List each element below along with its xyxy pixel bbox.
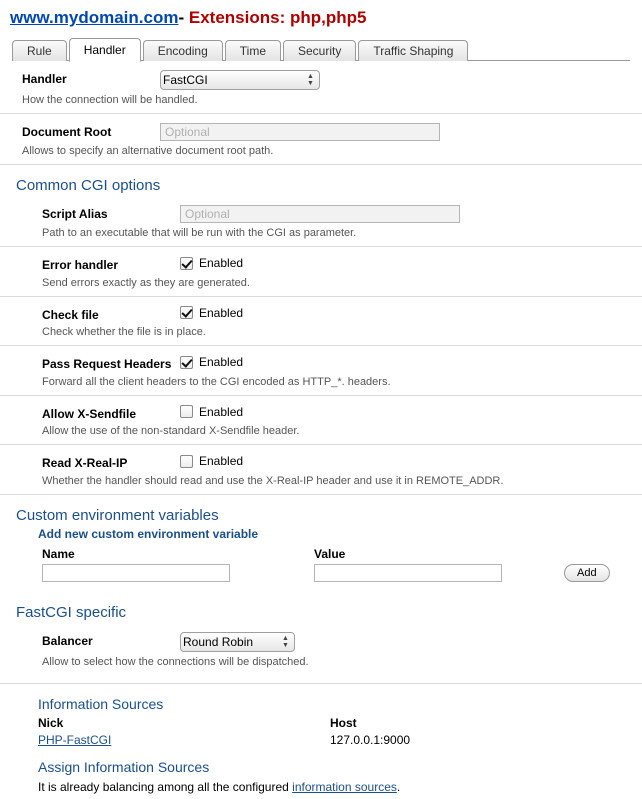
title-separator: - <box>178 8 185 27</box>
custom-env-name-input[interactable] <box>42 564 230 582</box>
information-sources-host-header: Host <box>330 715 357 730</box>
pass-request-headers-checkbox[interactable] <box>180 355 243 369</box>
information-sources-header-row <box>0 716 642 730</box>
custom-env-table <box>0 547 642 592</box>
tab-rule[interactable]: Rule <box>12 40 67 61</box>
error-handler-row <box>0 247 642 297</box>
add-button[interactable]: Add <box>564 564 610 582</box>
read-x-real-ip-label: Read X-Real-IP <box>42 456 128 470</box>
check-file-label: Check file <box>42 307 99 322</box>
read-x-real-ip-row <box>0 445 642 495</box>
balancer-select[interactable] <box>180 632 295 652</box>
tab-handler[interactable]: Handler <box>69 38 141 62</box>
read-x-real-ip-checkbox-label: Enabled <box>199 454 244 468</box>
common-cgi-section-title: Common CGI options <box>16 177 161 194</box>
balancer-row <box>0 623 642 675</box>
allow-x-sendfile-help: Allow the use of the non-standard X-Sendfile header. <box>42 425 300 437</box>
tab-traffic-shaping[interactable]: Traffic Shaping <box>358 40 468 61</box>
tab-time[interactable]: Time <box>225 40 281 61</box>
pass-request-headers-help: Forward all the client headers to the CGI encoded as HTTP_*. headers. <box>42 375 391 388</box>
settings-content <box>0 61 642 794</box>
error-handler-checkbox[interactable] <box>180 256 243 270</box>
handler-label: Handler <box>22 72 67 86</box>
information-source-nick-link[interactable]: PHP-FastCGI <box>38 732 112 747</box>
check-file-checkbox-label: Enabled <box>199 305 244 320</box>
read-x-real-ip-checkbox[interactable] <box>180 454 243 468</box>
table-row <box>0 733 642 747</box>
tab-encoding[interactable]: Encoding <box>143 40 223 61</box>
document-root-label: Document Root <box>22 125 112 139</box>
custom-env-header-row <box>0 547 642 561</box>
error-handler-checkbox-label: Enabled <box>199 256 244 270</box>
error-handler-help: Send errors exactly as they are generated. <box>42 276 250 289</box>
document-root-help: Allows to specify an alternative document root path. <box>22 145 274 157</box>
checkbox-icon[interactable] <box>180 455 193 468</box>
pass-request-headers-checkbox-label: Enabled <box>199 355 244 369</box>
extensions-label: Extensions: php,php5 <box>188 8 367 27</box>
select-arrows-icon: ▲ ▼ <box>307 73 314 87</box>
document-root-input[interactable] <box>160 123 440 141</box>
checkbox-icon[interactable] <box>180 257 193 270</box>
allow-x-sendfile-checkbox-label: Enabled <box>199 404 244 419</box>
information-sources-nick-header: Nick <box>38 715 64 730</box>
pass-request-headers-row <box>0 346 642 396</box>
assign-sources-text <box>0 780 642 794</box>
assign-sources-text-before: It is already balancing among all the configured <box>38 779 293 794</box>
handler-select[interactable] <box>160 70 320 90</box>
custom-env-subtitle: Add new custom environment variable <box>38 526 259 541</box>
allow-x-sendfile-checkbox[interactable] <box>180 405 243 419</box>
allow-x-sendfile-row <box>0 396 642 446</box>
balancer-label: Balancer <box>42 633 93 648</box>
custom-env-name-header: Name <box>42 546 75 561</box>
assign-sources-title: Assign Information Sources <box>38 758 210 775</box>
checkbox-icon[interactable] <box>180 405 193 418</box>
custom-env-value-input[interactable] <box>314 564 502 582</box>
read-x-real-ip-help: Whether the handler should read and use the X-Real-IP header and use it in REMOTE_ADDR. <box>42 474 504 487</box>
check-file-help: Check whether the file is in place. <box>42 326 206 338</box>
information-source-host: 127.0.0.1:9000 <box>330 732 411 747</box>
script-alias-row <box>0 196 642 247</box>
information-sources-title: Information Sources <box>38 695 164 712</box>
check-file-row <box>0 297 642 347</box>
page-title <box>0 0 642 32</box>
balancer-select-wrap <box>180 632 295 652</box>
tab-security[interactable]: Security <box>283 40 356 61</box>
script-alias-label: Script Alias <box>42 207 108 221</box>
custom-env-input-row <box>0 564 642 582</box>
handler-select-wrap <box>160 70 320 90</box>
pass-request-headers-label: Pass Request Headers <box>42 357 172 371</box>
information-sources-link[interactable]: information sources <box>292 779 397 794</box>
check-file-checkbox[interactable] <box>180 306 243 320</box>
tab-bar <box>12 36 630 61</box>
checkbox-icon[interactable] <box>180 306 193 319</box>
handler-row <box>0 61 642 114</box>
handler-help: How the connection will be handled. <box>22 94 198 106</box>
document-root-row <box>0 114 642 165</box>
custom-env-value-header: Value <box>314 546 346 561</box>
allow-x-sendfile-label: Allow X-Sendfile <box>42 406 137 421</box>
balancer-help: Allow to select how the connections will be dispatched. <box>42 655 309 668</box>
checkbox-icon[interactable] <box>180 356 193 369</box>
custom-env-section-title: Custom environment variables <box>16 506 219 524</box>
script-alias-help: Path to an executable that will be run with the CGI as parameter. <box>42 227 357 239</box>
error-handler-label: Error handler <box>42 258 119 272</box>
script-alias-input[interactable] <box>180 205 460 223</box>
domain-link[interactable]: www.mydomain.com <box>10 8 179 27</box>
select-arrows-icon: ▲ ▼ <box>282 634 289 649</box>
assign-sources-text-after: . <box>396 779 401 794</box>
fastcgi-section-title: FastCGI specific <box>16 603 127 621</box>
